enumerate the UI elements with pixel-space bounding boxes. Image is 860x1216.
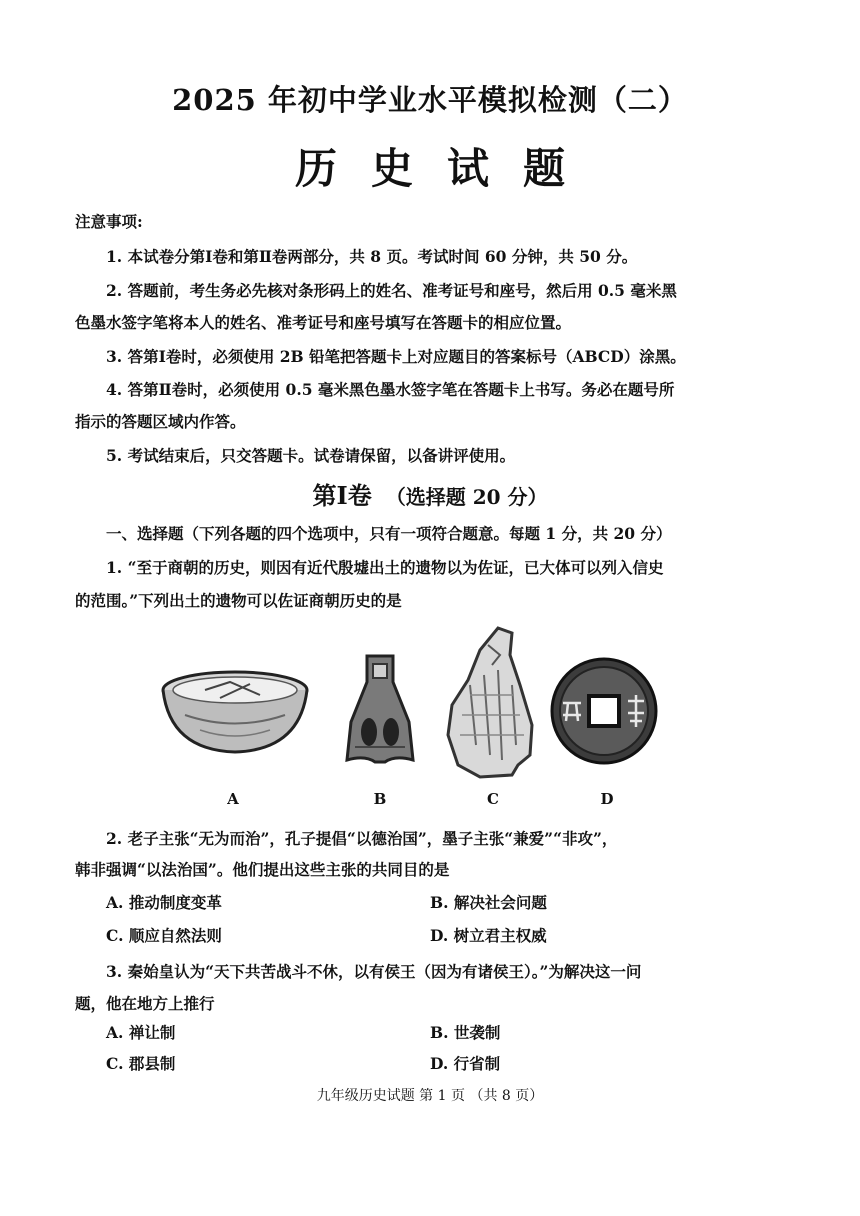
page-footer: 九年级历史试题 第 1 页 （共 8 页） bbox=[316, 1088, 544, 1104]
notes-heading: 注意事项: bbox=[75, 212, 143, 231]
section-title-sub: （选择题 20 分） bbox=[385, 485, 548, 509]
q3-option-c: C. 郡县制 bbox=[106, 1054, 176, 1073]
q3-option-b: B. 世袭制 bbox=[430, 1023, 501, 1042]
bowl-artifact-icon bbox=[160, 660, 310, 760]
section-title bbox=[0, 476, 860, 511]
q2-stem-line1: 2. 老子主张“无为而治”，孔子提倡“以德治国”，墨子主张“兼爱”“非攻”， bbox=[106, 829, 618, 848]
figure-label-b: B bbox=[373, 790, 387, 808]
note-item-2-line2: 色墨水签字笔将本人的姓名、准考证号和座号填写在答题卡的相应位置。 bbox=[75, 313, 572, 332]
note-item-5: 5. 考试结束后，只交答题卡。试卷请保留，以备讲评使用。 bbox=[106, 446, 516, 465]
q3-option-d: D. 行省制 bbox=[430, 1054, 501, 1073]
exam-title: 2025 年初中学业水平模拟检测（二） bbox=[172, 83, 688, 117]
q2-option-d: D. 树立君主权威 bbox=[430, 926, 547, 945]
q1-stem-line2: 的范围。”下列出土的遗物可以佐证商朝历史的是 bbox=[75, 591, 402, 610]
q3-option-a: A. 禅让制 bbox=[106, 1023, 176, 1042]
figure-label-c: C bbox=[487, 790, 499, 808]
q2-option-b: B. 解决社会问题 bbox=[430, 893, 547, 912]
section-instruction: 一、选择题（下列各题的四个选项中，只有一项符合题意。每题 1 分，共 20 分） bbox=[106, 524, 672, 543]
q2-stem-line2: 韩非强调“以法治国”。他们提出这些主张的共同目的是 bbox=[75, 860, 450, 879]
oracle-bone-icon bbox=[440, 625, 540, 780]
q2-option-a: A. 推动制度变革 bbox=[106, 893, 222, 912]
section-title-main: 第Ⅰ卷 bbox=[312, 481, 372, 510]
note-item-2-line1: 2. 答题前，考生务必先核对条形码上的姓名、准考证号和座号，然后用 0.5 毫米黑 bbox=[106, 281, 677, 300]
note-item-4-line1: 4. 答第Ⅱ卷时，必须使用 0.5 毫米黑色墨水签字笔在答题卡上书写。务必在题号所 bbox=[106, 380, 675, 399]
q2-option-c: C. 顺应自然法则 bbox=[106, 926, 222, 945]
note-item-4-line2: 指示的答题区域内作答。 bbox=[75, 412, 246, 431]
q3-stem-line1: 3. 秦始皇认为“天下共苦战斗不休，以有侯王（因为有诸侯王）。”为解决这一问 bbox=[106, 962, 642, 981]
note-item-1: 1. 本试卷分第Ⅰ卷和第Ⅱ卷两部分，共 8 页。考试时间 60 分钟，共 50 分。 bbox=[106, 247, 638, 266]
figure-label-a: A bbox=[227, 790, 239, 808]
q3-stem-line2: 题，他在地方上推行 bbox=[75, 994, 215, 1013]
round-coin-icon bbox=[548, 655, 660, 767]
note-item-3: 3. 答第Ⅰ卷时，必须使用 2B 铅笔把答题卡上对应题目的答案标号（ABCD）涂黑。 bbox=[106, 347, 686, 366]
q1-stem-line1: 1. “至于商朝的历史，则因有近代殷墟出土的遗物以为佐证，已大体可以列入信史 bbox=[106, 558, 664, 577]
figure-label-d: D bbox=[600, 790, 614, 808]
subject-title: 历史试题 bbox=[294, 144, 599, 193]
spade-coin-icon bbox=[345, 652, 415, 767]
